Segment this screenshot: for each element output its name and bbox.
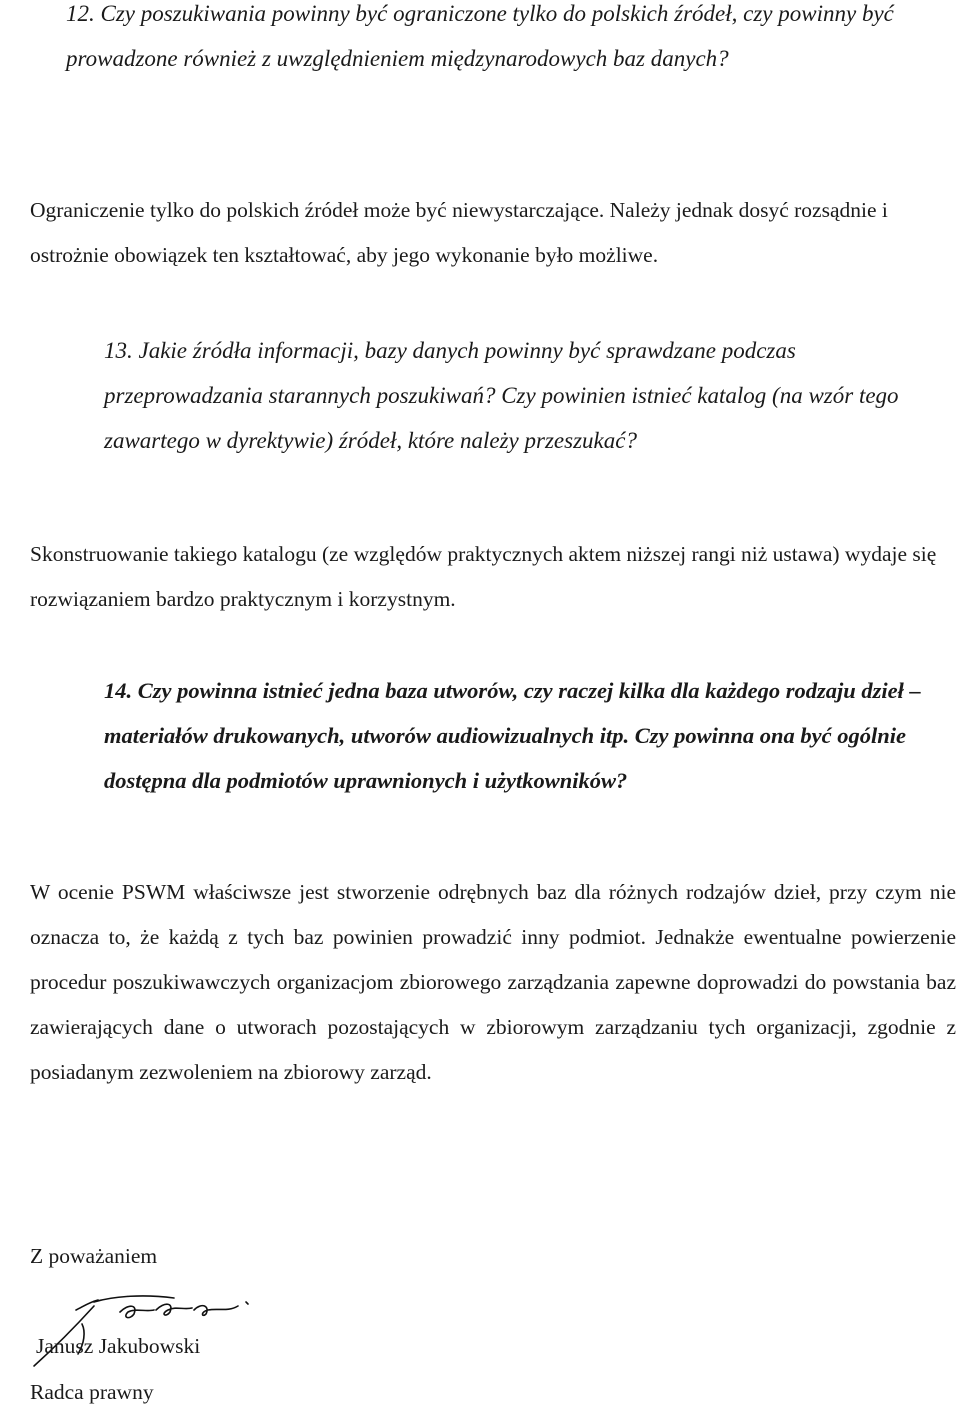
question-12-text: Czy poszukiwania powinny być ograniczone tylko do polskich źródeł, czy powinny być prowadzone również z uwzględnieniem międzynarodowych baz danych? (66, 1, 894, 71)
question-14-number: 14. (104, 678, 133, 703)
answer-12: Ograniczenie tylko do polskich źródeł może być niewystarczające. Należy jednak dosyć rozsądnie i ostrożnie obowiązek ten kształtować, aby jego wykonanie było możliwe. (30, 198, 888, 267)
signatory-name: Janusz Jakubowski (36, 1334, 201, 1358)
question-12 (66, 0, 954, 81)
answer-14: W ocenie PSWM właściwsze jest stworzenie odrębnych baz dla różnych rodzajów dzieł, przy czym nie oznacza to, że każdą z tych baz powinien prowadzić inny podmiot. Jednakże ewentualne powierzenie procedur poszukiwawczych organizacjom zbiorowego zarządzania zapewne doprowadzi do powstania baz zawierających dane o utworach pozostających w zbiorowym zarządzaniu tych organizacji, zgodnie z posiadanym zezwoleniem na zbiorowy zarząd. (30, 880, 956, 1084)
question-14 (104, 668, 956, 803)
question-13-number: 13. (104, 338, 133, 363)
question-14-text: Czy powinna istnieć jedna baza utworów, czy raczej kilka dla każdego rodzaju dzieł – materiałów drukowanych, utworów audiowizualnych itp. Czy powinna ona być ogólnie dostępna dla podmiotów uprawnionych i użytkowników? (104, 678, 921, 793)
signatory-role: Radca prawny (30, 1380, 154, 1404)
answer-13: Skonstruowanie takiego katalogu (ze względów praktycznych aktem niższej rangi niż ustawa) wydaje się rozwiązaniem bardzo praktycznym i korzystnym. (30, 542, 937, 611)
question-13-text: Jakie źródła informacji, bazy danych powinny być sprawdzane podczas przeprowadzania starannych poszukiwań? Czy powinien istnieć katalog (na wzór tego zawartego w dyrektywie) źródeł, które należy przeszukać? (104, 338, 899, 453)
question-13 (104, 328, 956, 463)
question-12-number: 12. (66, 1, 95, 26)
closing-greeting: Z poważaniem (30, 1244, 158, 1268)
